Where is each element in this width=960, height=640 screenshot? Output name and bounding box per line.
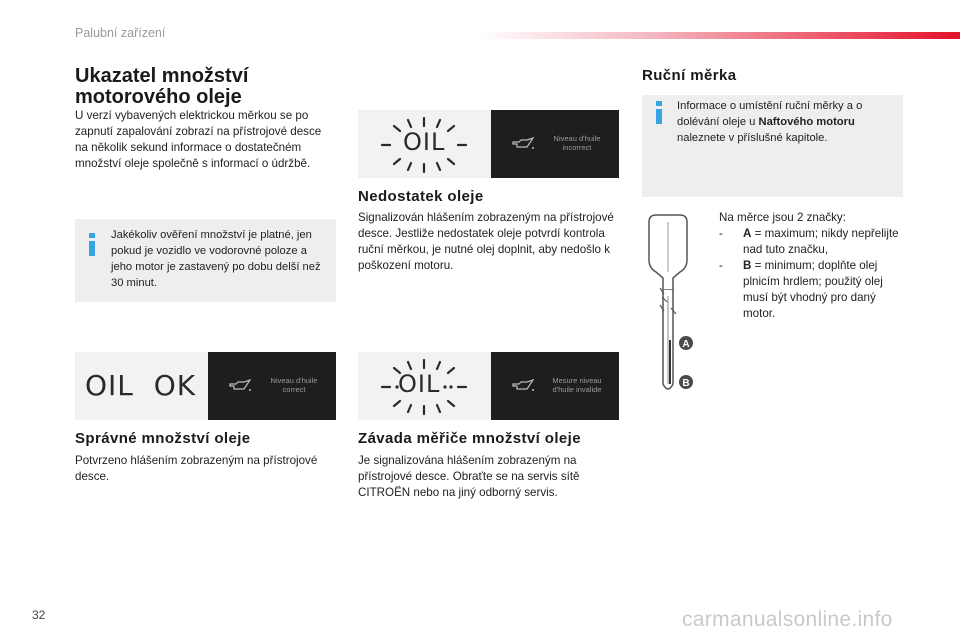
info-icon — [656, 101, 662, 124]
display-oil-low — [358, 110, 619, 178]
intro-text: U verzí vybavených elektrickou měrkou se po zapnutí zapalování zobrazí na přístrojové desce na několik sekund informace o dostatečném množství oleje společně s informací o údržbě. — [75, 109, 322, 170]
dipstick-illustration — [640, 212, 700, 402]
header-title: Palubní zařízení — [75, 26, 166, 40]
header-rule — [480, 32, 960, 39]
oil-can-icon — [511, 136, 535, 150]
display-msg-fault: Mesure niveau d'huile invalide — [552, 376, 602, 394]
info-box-validity — [75, 219, 336, 302]
display-oil-ok — [75, 352, 336, 420]
section-title-low: Nedostatek oleje — [358, 188, 484, 205]
info-text-manual: Informace o umístění ruční měrky a o dolévání oleje u Naftového motoru naleznete v příslušné kapitole. — [677, 100, 863, 144]
section-text-correct: Potvrzeno hlášením zobrazeným na přístrojové desce. — [75, 454, 318, 483]
display-msg-correct: Niveau d'huile correct — [270, 376, 318, 394]
oil-can-icon — [511, 378, 535, 392]
display-oil-ok-text: OIL OK — [85, 369, 197, 402]
info-text-validity: Jakékoliv ověření množství je platné, jen pokud je vozidlo ve vodorovné poloze a jeho motor je zastavený po dobu delší než 30 minut. — [111, 229, 321, 289]
mark-b-item: - B = minimum; doplňte olej plnicím hrdlem; použitý olej musí být vhodný pro daný motor. — [719, 259, 883, 320]
section-text-low: Signalizován hlášením zobrazeným na přístrojové desce. Jestliže nedostatek oleje potvrdí kontrola ruční měrkou, je nutné olej doplnit, aby nedošlo k poškození motoru. — [358, 211, 614, 272]
section-title-fault: Závada měřiče množství oleje — [358, 430, 581, 447]
mark-b-label: B — [682, 378, 690, 389]
watermark: carmanualsonline.info — [682, 608, 893, 631]
display-oil-fault-text: OIL — [398, 370, 441, 398]
section-text-fault: Je signalizována hlášením zobrazeným na přístrojové desce. Obraťte se na servis sítě CITROËN nebo na jiný odborný servis. — [358, 454, 580, 499]
marks-intro: Na měrce jsou 2 značky: — [719, 211, 846, 224]
display-msg-low: Niveau d'huile incorrect — [553, 134, 601, 152]
oil-can-icon — [228, 378, 252, 392]
display-oil-fault — [358, 352, 619, 420]
section-title-correct: Správné množství oleje — [75, 430, 251, 447]
page-title: Ukazatel množství motorového oleje — [75, 65, 249, 108]
mark-a-item: - A = maximum; nikdy nepřelijte nad tuto značku, — [719, 227, 899, 256]
section-title-manual: Ruční měrka — [642, 67, 737, 84]
info-icon — [89, 233, 95, 256]
page-number: 32 — [32, 608, 46, 622]
info-box-manual — [642, 95, 903, 197]
mark-a-label: A — [682, 339, 690, 350]
display-oil-low-text: OIL — [403, 128, 446, 156]
